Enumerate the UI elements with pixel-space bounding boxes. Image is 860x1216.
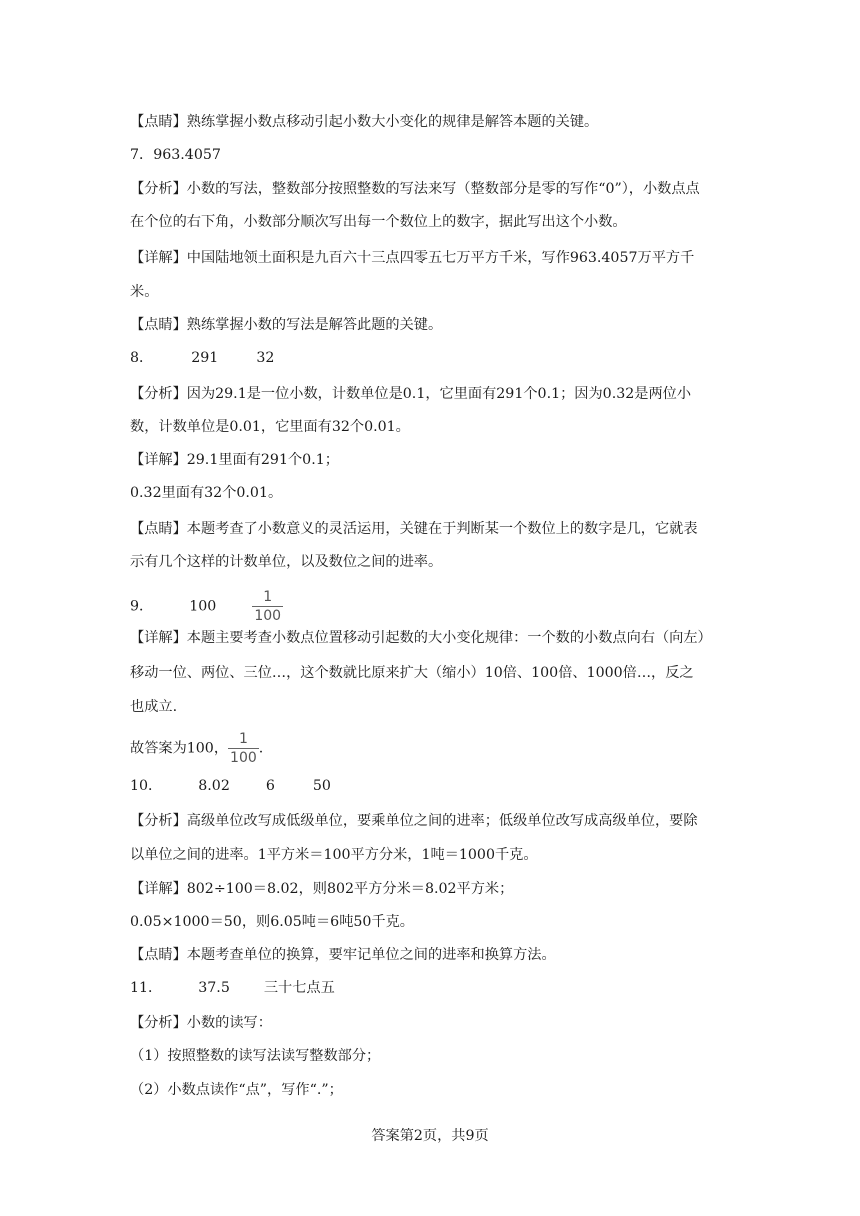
q10-answer-line bbox=[130, 776, 740, 796]
q8-number: 8． bbox=[130, 350, 154, 366]
fraction-bar bbox=[228, 748, 259, 749]
q8-comment-line1: 【点睛】本题考查了小数意义的灵活运用，关键在于判断某一个数位上的数字是几，它就表 bbox=[130, 521, 698, 537]
fraction-one-hundredth-2 bbox=[228, 731, 259, 766]
q11-answer-1: 37.5 bbox=[198, 980, 230, 996]
q7-answer: 7．963.4057 bbox=[130, 147, 221, 163]
fraction-denominator: 100 bbox=[254, 608, 282, 624]
fraction-denominator: 100 bbox=[230, 750, 257, 766]
q10-detail-line1: 【详解】802÷100＝8.02，则802平方分米＝8.02平方米； bbox=[130, 881, 514, 897]
q8-comment-line2: 示有几个这样的计数单位，以及数位之间的进率。 bbox=[130, 554, 443, 570]
q10-number: 10． bbox=[130, 778, 163, 794]
q9-answer: 100 bbox=[189, 598, 217, 615]
q8-answer-1: 291 bbox=[191, 350, 219, 366]
fraction-one-hundredth bbox=[252, 589, 283, 624]
q8-analysis-line1: 【分析】因为29.1是一位小数，计数单位是0.1，它里面有291个0.1；因为0.32是两位小 bbox=[130, 386, 692, 402]
q10-comment: 【点睛】本题考查单位的换算，要牢记单位之间的进率和换算方法。 bbox=[130, 947, 556, 963]
q10-answer-2: 6 bbox=[265, 778, 275, 794]
q10-analysis-line1: 【分析】高级单位改写成低级单位，要乘单位之间的进率；低级单位改写成高级单位，要除 bbox=[130, 813, 698, 829]
page-footer: 答案第2页，共9页 bbox=[371, 1128, 489, 1144]
q11-answer-2: 三十七点五 bbox=[263, 980, 335, 996]
q11-analysis-line3: （2）小数点读作“点”，写作“.”； bbox=[130, 1082, 343, 1098]
q11-analysis-line1: 【分析】小数的读写： bbox=[130, 1015, 272, 1031]
q7-detail-line1: 【详解】中国陆地领土面积是九百六十三点四零五七万平方千米，写作963.4057万平方千 bbox=[130, 250, 695, 266]
q11-analysis-line2: （1）按照整数的读写法读写整数部分； bbox=[130, 1048, 381, 1064]
q9-detail-line1: 【详解】本题主要考查小数点位置移动引起数的大小变化规律：一个数的小数点向右（向左） bbox=[130, 630, 712, 646]
q7-comment: 【点睛】熟练掌握小数的写法是解答此题的关键。 bbox=[130, 317, 443, 333]
q8-answer-line bbox=[130, 348, 740, 368]
q9-detail-line3: 也成立. bbox=[130, 699, 178, 715]
q9-answer-line bbox=[130, 589, 740, 623]
q9-number: 9． bbox=[130, 598, 154, 615]
q9-conclusion-text: 故答案为100， bbox=[130, 740, 229, 757]
fraction-numerator: 1 bbox=[238, 731, 248, 747]
q10-answer-3: 50 bbox=[312, 778, 331, 794]
q9-conclusion bbox=[130, 731, 740, 765]
q7-analysis-line2: 在个位的右下角，小数部分顺次写出每一个数位上的数字，据此写出这个小数。 bbox=[130, 214, 627, 230]
q11-answer-line bbox=[130, 978, 740, 998]
q10-detail-line2: 0.05×1000＝50，则6.05吨＝6吨50千克。 bbox=[130, 914, 414, 930]
fraction-numerator: 1 bbox=[263, 589, 273, 605]
q8-answer-2: 32 bbox=[256, 350, 275, 366]
q9-detail-line2: 移动一位、两位、三位…，这个数就比原来扩大（缩小）10倍、100倍、1000倍…，反之 bbox=[130, 665, 694, 681]
q10-answer-1: 8.02 bbox=[198, 778, 230, 794]
q9-conclusion-period: . bbox=[258, 740, 264, 757]
q11-number: 11． bbox=[130, 980, 163, 996]
fraction-bar bbox=[252, 606, 283, 607]
q6-comment: 【点睛】熟练掌握小数点移动引起小数大小变化的规律是解答本题的关键。 bbox=[130, 114, 599, 130]
q8-detail-line2: 0.32里面有32个0.01。 bbox=[130, 485, 283, 501]
q7-analysis-line1: 【分析】小数的写法，整数部分按照整数的写法来写（整数部分是零的写作“0”），小数点点 bbox=[130, 181, 700, 197]
q8-analysis-line2: 数，计数单位是0.01，它里面有32个0.01。 bbox=[130, 419, 410, 435]
q7-detail-line2: 米。 bbox=[130, 284, 159, 300]
q8-detail-line1: 【详解】29.1里面有291个0.1； bbox=[130, 452, 339, 468]
q10-analysis-line2: 以单位之间的进率。1平方米＝100平方分米，1吨＝1000千克。 bbox=[130, 847, 538, 863]
